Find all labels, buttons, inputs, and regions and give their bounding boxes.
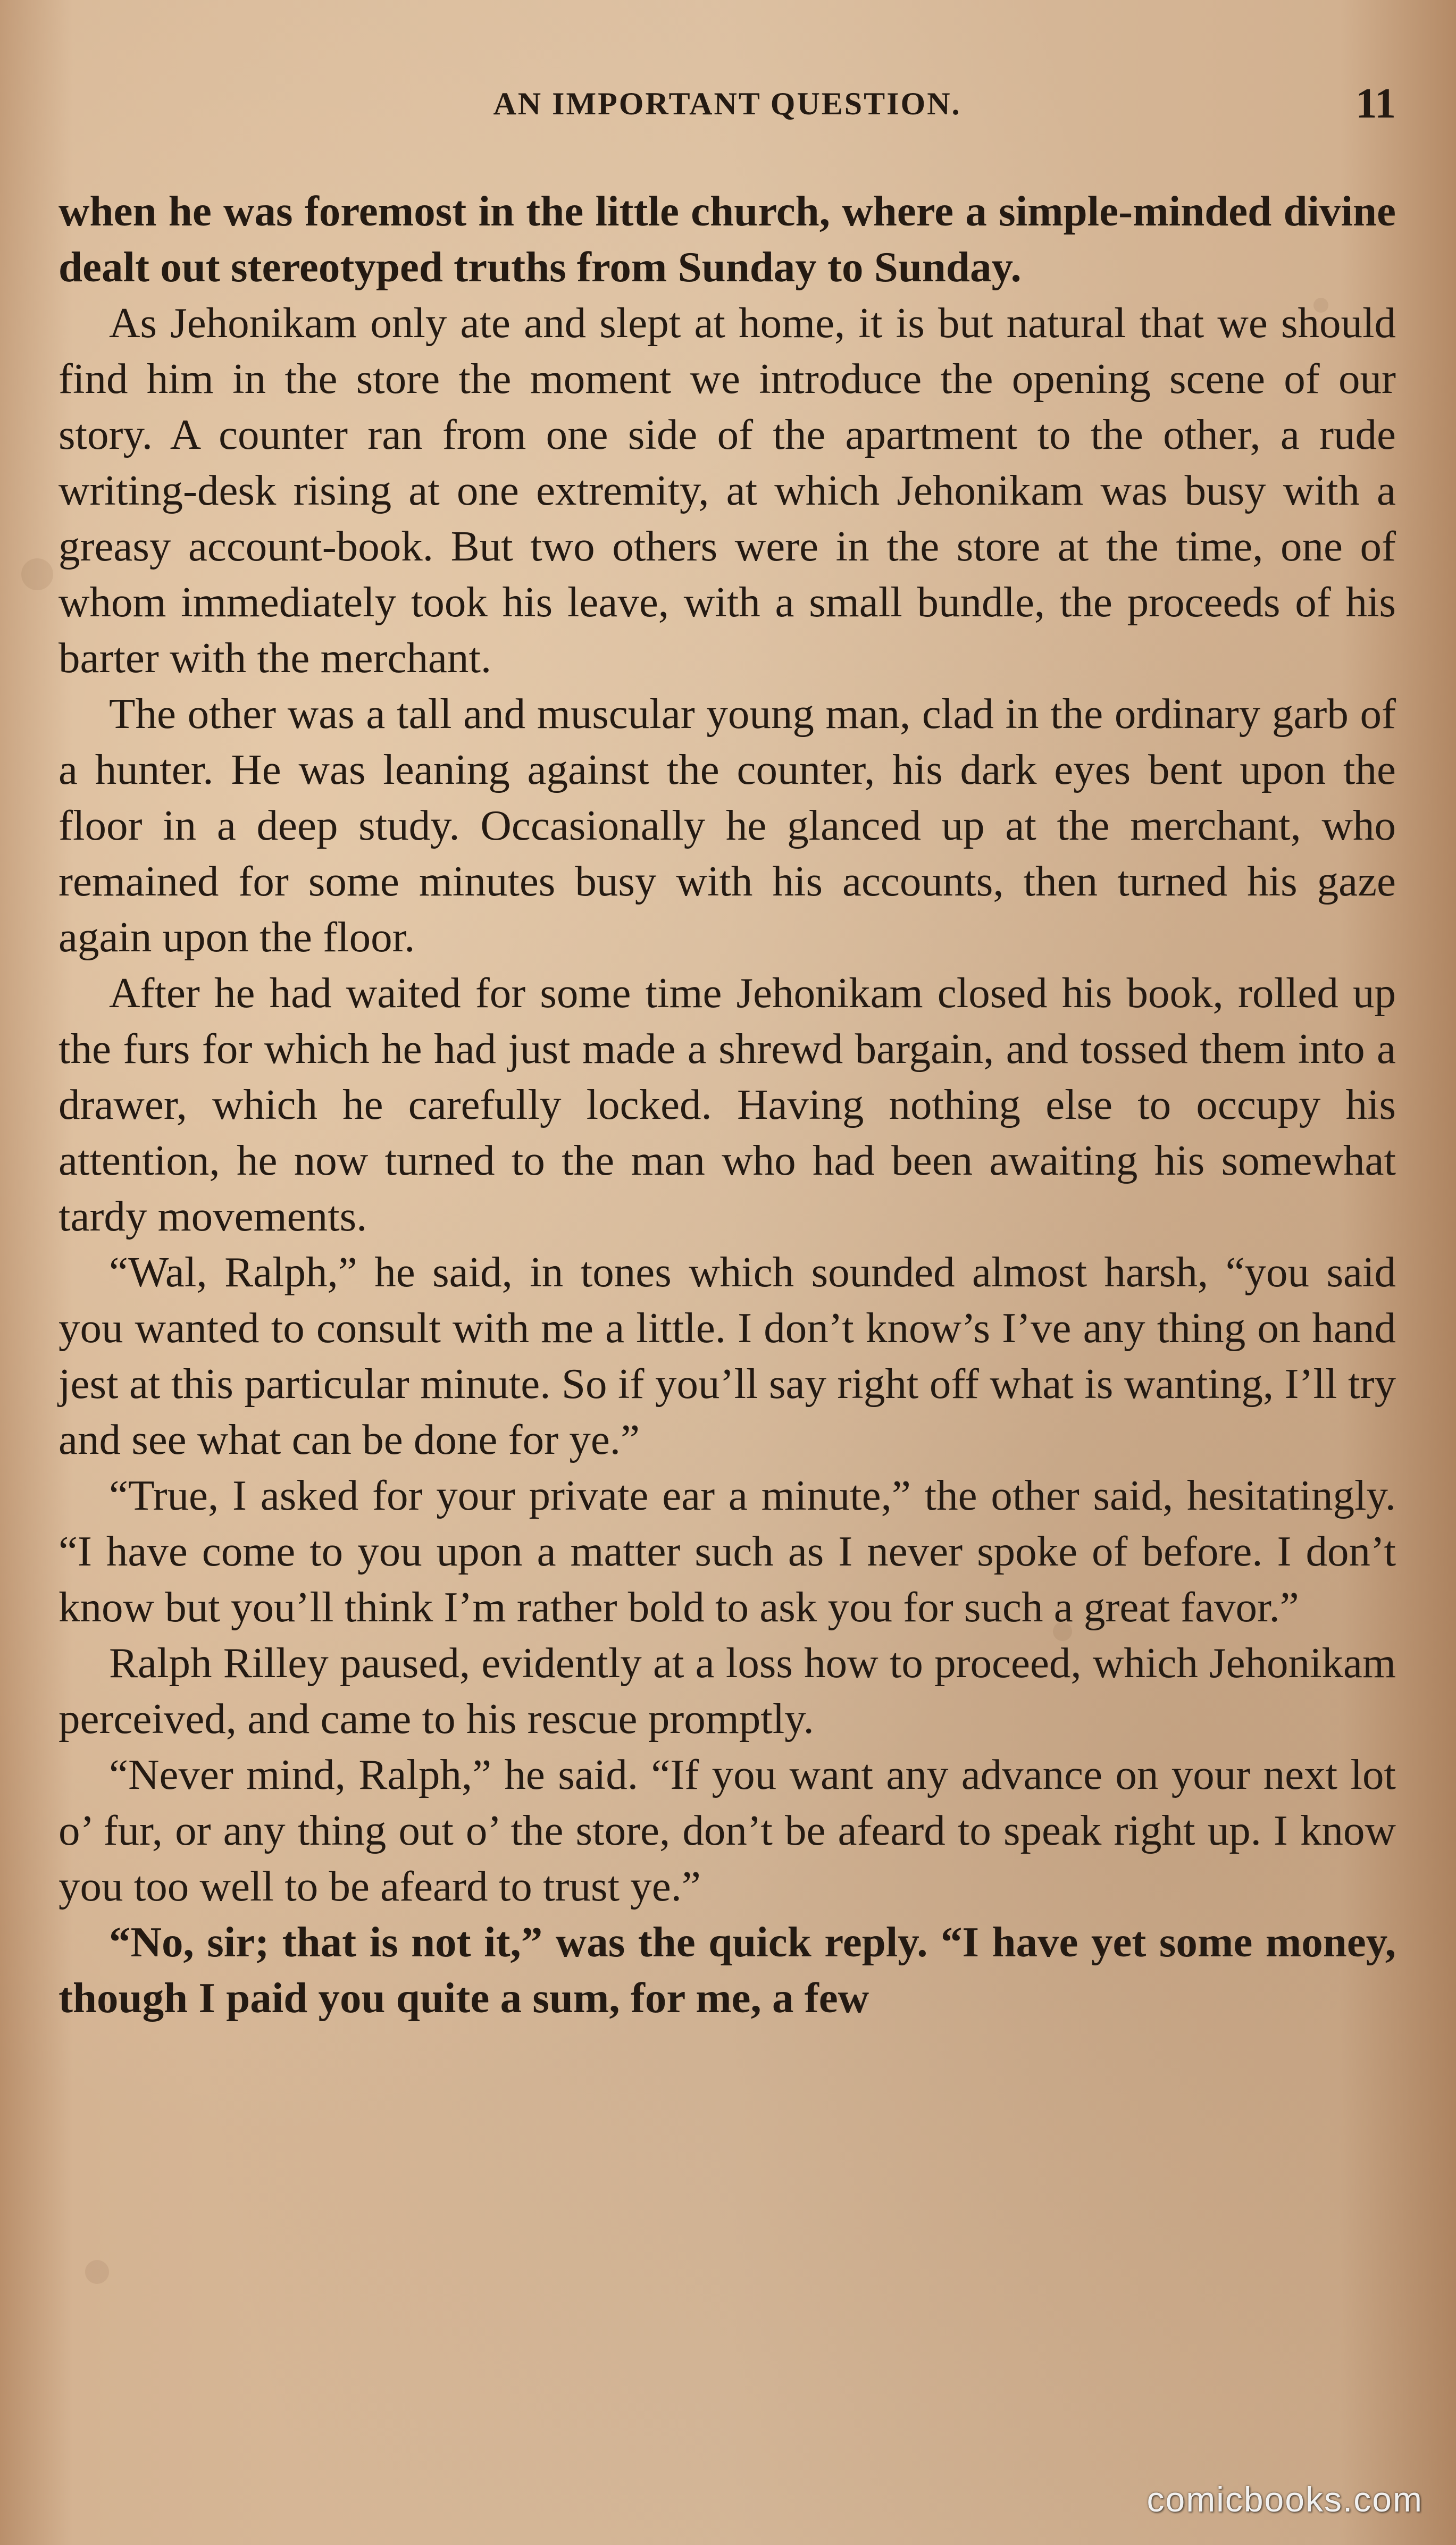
watermark: comicbooks.com: [1147, 2480, 1423, 2519]
body-text: [58, 183, 1396, 2026]
paragraph: “True, I asked for your private ear a minute,” the other said, hesitatingly. “I have come to you upon a matter such as I never spoke of before. I don’t know but you’ll think I’m rather bold to ask you for such a great favor.”: [58, 1471, 1396, 1631]
paper-stain: [21, 558, 53, 590]
paragraph: “No, sir; that is not it,” was the quick reply. “I have yet some money, though I paid you quite a sum, for me, a few: [58, 1918, 1396, 2022]
paragraph: “Never mind, Ralph,” he said. “If you want any advance on your next lot o’ fur, or any thing out o’ the store, don’t be afeard to speak right up. I know you too well to be afeard to trust ye.”: [58, 1751, 1396, 1910]
running-head: AN IMPORTANT QUESTION.: [493, 86, 961, 121]
paragraph: “Wal, Ralph,” he said, in tones which sounded almost harsh, “you said you wanted to consult with me a little. I don’t know’s I’ve any thing on hand jest at this particular minute. So if you’ll say right off what is wanting, I’ll try and see what can be done for ye.”: [58, 1248, 1396, 1463]
paragraph: when he was foremost in the little church, where a simple-minded divine dealt out stereotyped truths from Sunday to Sunday.: [58, 187, 1396, 291]
page-header: [58, 80, 1396, 128]
paragraph: After he had waited for some time Jehonikam closed his book, rolled up the furs for which he had just made a shrewd bargain, and tossed them into a drawer, which he carefully locked. Having nothing else to occupy his attention, he now turned to the man who had been awaiting his somewhat tardy movements.: [58, 969, 1396, 1240]
paragraph: As Jehonikam only ate and slept at home, it is but natural that we should find him in the store the moment we introduce the opening scene of our story. A counter ran from one side of the apartment to the other, a rude writing-desk rising at one extremity, at which Jehonikam was busy with a greasy account-book. But two others were in the store at the time, one of whom immediately took his leave, with a small bundle, the proceeds of his barter with the merchant.: [58, 299, 1396, 682]
paper-stain: [85, 2260, 109, 2284]
paragraph: The other was a tall and muscular young man, clad in the ordinary garb of a hunter. He was leaning against the counter, his dark eyes bent upon the floor in a deep study. Occasionally he glanced up at the merchant, who remained for some minutes busy with his accounts, then turned his gaze again upon the floor.: [58, 690, 1396, 961]
page-number: 11: [1355, 80, 1396, 127]
paragraph: Ralph Rilley paused, evidently at a loss how to proceed, which Jehonikam perceived, and came to his rescue promptly.: [58, 1639, 1396, 1743]
